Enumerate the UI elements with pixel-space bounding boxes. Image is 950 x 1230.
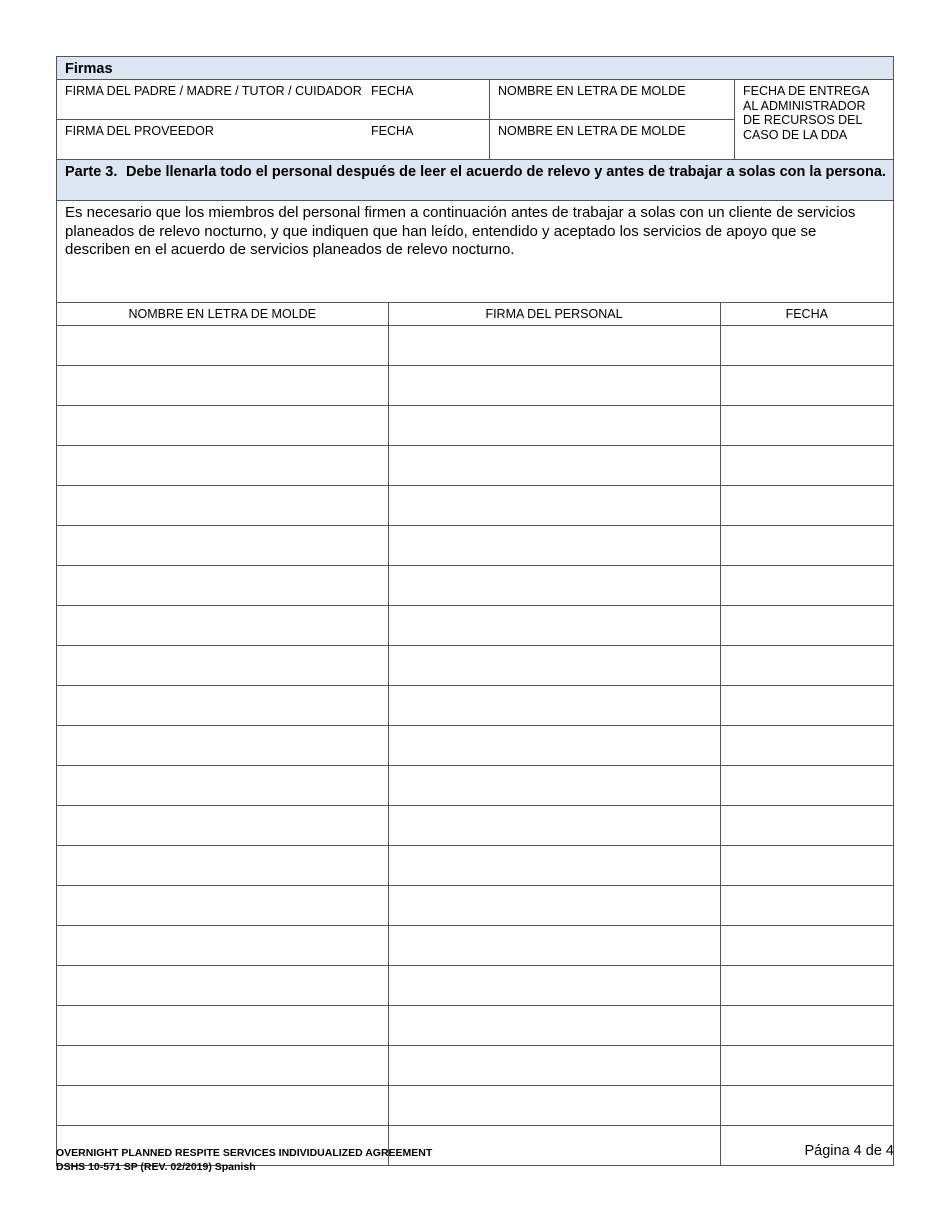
staff-print-name-cell[interactable] bbox=[57, 885, 388, 925]
table-row bbox=[57, 485, 893, 525]
staff-date-cell[interactable] bbox=[720, 685, 893, 725]
staff-signature-cell[interactable] bbox=[388, 805, 720, 845]
staff-date-cell[interactable] bbox=[720, 525, 893, 565]
staff-print-name-cell[interactable] bbox=[57, 405, 388, 445]
footer-form-info bbox=[56, 1146, 432, 1174]
staff-signature-cell[interactable] bbox=[388, 645, 720, 685]
delivery-date-field[interactable] bbox=[735, 80, 893, 160]
staff-signature-cell[interactable] bbox=[388, 765, 720, 805]
staff-date-cell[interactable] bbox=[720, 445, 893, 485]
staff-date-cell[interactable] bbox=[720, 605, 893, 645]
staff-signature-cell[interactable] bbox=[388, 1045, 720, 1085]
table-row bbox=[57, 605, 893, 645]
staff-signature-cell[interactable] bbox=[388, 925, 720, 965]
table-row bbox=[57, 725, 893, 765]
part3-title: Debe llenarla todo el personal después de leer el acuerdo de relevo y antes de trabajar a solas con la persona. bbox=[126, 164, 886, 180]
column-header-print-name: NOMBRE EN LETRA DE MOLDE bbox=[57, 303, 388, 325]
table-row bbox=[57, 845, 893, 885]
staff-date-cell[interactable] bbox=[720, 325, 893, 365]
staff-signature-cell[interactable] bbox=[388, 325, 720, 365]
staff-date-cell[interactable] bbox=[720, 965, 893, 1005]
delivery-date-label-line: CASO DE LA DDA bbox=[743, 127, 848, 142]
parent-signature-field[interactable] bbox=[57, 80, 490, 120]
provider-signature-field[interactable] bbox=[57, 120, 490, 160]
staff-print-name-cell[interactable] bbox=[57, 685, 388, 725]
footer-form-number: DSHS 10-571 SP (REV. 02/2019) Spanish bbox=[56, 1161, 256, 1173]
part3-header bbox=[57, 160, 893, 201]
parent-print-name-field[interactable] bbox=[490, 80, 735, 120]
staff-print-name-cell[interactable] bbox=[57, 765, 388, 805]
staff-date-cell[interactable] bbox=[720, 765, 893, 805]
staff-print-name-cell[interactable] bbox=[57, 445, 388, 485]
staff-signature-cell[interactable] bbox=[388, 885, 720, 925]
staff-print-name-cell[interactable] bbox=[57, 565, 388, 605]
staff-print-name-cell[interactable] bbox=[57, 965, 388, 1005]
footer-form-title: OVERNIGHT PLANNED RESPITE SERVICES INDIVIDUALIZED AGREEMENT bbox=[56, 1147, 433, 1159]
staff-date-cell[interactable] bbox=[720, 725, 893, 765]
part3-number: Parte 3. bbox=[65, 164, 118, 180]
staff-print-name-cell[interactable] bbox=[57, 325, 388, 365]
staff-table-body bbox=[57, 325, 893, 1165]
staff-table-header-row bbox=[57, 303, 893, 325]
staff-signature-cell[interactable] bbox=[388, 565, 720, 605]
staff-print-name-cell[interactable] bbox=[57, 485, 388, 525]
staff-date-cell[interactable] bbox=[720, 405, 893, 445]
respite-agreement-form bbox=[56, 56, 894, 1166]
staff-print-name-cell[interactable] bbox=[57, 365, 388, 405]
print-name-label: NOMBRE EN LETRA DE MOLDE bbox=[498, 84, 686, 98]
delivery-date-label-line: AL ADMINISTRADOR bbox=[743, 98, 866, 113]
table-row bbox=[57, 365, 893, 405]
staff-date-cell[interactable] bbox=[720, 805, 893, 845]
table-row bbox=[57, 645, 893, 685]
staff-print-name-cell[interactable] bbox=[57, 525, 388, 565]
staff-signature-cell[interactable] bbox=[388, 1005, 720, 1045]
signatures-section-title: Firmas bbox=[57, 57, 893, 80]
parent-signature-label: FIRMA DEL PADRE / MADRE / TUTOR / CUIDADOR bbox=[65, 84, 362, 98]
table-row bbox=[57, 885, 893, 925]
staff-signature-cell[interactable] bbox=[388, 405, 720, 445]
table-row bbox=[57, 805, 893, 845]
staff-print-name-cell[interactable] bbox=[57, 645, 388, 685]
staff-print-name-cell[interactable] bbox=[57, 725, 388, 765]
staff-signature-cell[interactable] bbox=[388, 1085, 720, 1125]
staff-signature-cell[interactable] bbox=[388, 525, 720, 565]
staff-print-name-cell[interactable] bbox=[57, 845, 388, 885]
table-row bbox=[57, 445, 893, 485]
staff-date-cell[interactable] bbox=[720, 365, 893, 405]
staff-signature-cell[interactable] bbox=[388, 845, 720, 885]
staff-signature-cell[interactable] bbox=[388, 605, 720, 645]
table-row bbox=[57, 685, 893, 725]
table-row bbox=[57, 325, 893, 365]
table-row bbox=[57, 1045, 893, 1085]
staff-signature-cell[interactable] bbox=[388, 1125, 720, 1165]
staff-print-name-cell[interactable] bbox=[57, 1045, 388, 1085]
page-number: Página 4 de 4 bbox=[804, 1143, 894, 1159]
table-row bbox=[57, 965, 893, 1005]
delivery-date-label-line: DE RECURSOS DEL bbox=[743, 113, 863, 127]
staff-date-cell[interactable] bbox=[720, 1045, 893, 1085]
staff-print-name-cell[interactable] bbox=[57, 605, 388, 645]
staff-signature-table bbox=[57, 303, 893, 1165]
staff-date-cell[interactable] bbox=[720, 845, 893, 885]
staff-date-cell[interactable] bbox=[720, 565, 893, 605]
provider-print-name-field[interactable] bbox=[490, 120, 735, 160]
provider-date-label: FECHA bbox=[371, 124, 414, 138]
staff-print-name-cell[interactable] bbox=[57, 1085, 388, 1125]
table-row bbox=[57, 765, 893, 805]
staff-signature-cell[interactable] bbox=[388, 685, 720, 725]
staff-date-cell[interactable] bbox=[720, 885, 893, 925]
staff-date-cell[interactable] bbox=[720, 1085, 893, 1125]
print-name-label: NOMBRE EN LETRA DE MOLDE bbox=[498, 124, 686, 138]
table-row bbox=[57, 405, 893, 445]
column-header-date: FECHA bbox=[720, 303, 893, 325]
parent-date-label: FECHA bbox=[371, 84, 414, 98]
staff-signature-cell[interactable] bbox=[388, 365, 720, 405]
table-row bbox=[57, 925, 893, 965]
staff-signature-cell[interactable] bbox=[388, 485, 720, 525]
staff-print-name-cell[interactable] bbox=[57, 925, 388, 965]
part3-instructions: Es necesario que los miembros del personal firmen a continuación antes de trabajar a solas con un cliente de servicios planeados de relevo nocturno, y que indiquen que han leído, entendido y aceptado los servicios de apoyo que se describen en el acuerdo de servicios planeados de relevo nocturno. bbox=[57, 201, 893, 303]
staff-print-name-cell[interactable] bbox=[57, 1005, 388, 1045]
staff-date-cell[interactable] bbox=[720, 485, 893, 525]
delivery-date-label-line: FECHA DE ENTREGA bbox=[743, 84, 870, 98]
staff-date-cell[interactable] bbox=[720, 925, 893, 965]
table-row bbox=[57, 525, 893, 565]
signatures-grid bbox=[57, 80, 893, 160]
table-row bbox=[57, 1085, 893, 1125]
table-row bbox=[57, 1005, 893, 1045]
column-header-staff-signature: FIRMA DEL PERSONAL bbox=[388, 303, 720, 325]
provider-signature-label: FIRMA DEL PROVEEDOR bbox=[65, 124, 214, 138]
table-row bbox=[57, 565, 893, 605]
staff-date-cell[interactable] bbox=[720, 645, 893, 685]
staff-signature-cell[interactable] bbox=[388, 965, 720, 1005]
staff-signature-cell[interactable] bbox=[388, 725, 720, 765]
staff-print-name-cell[interactable] bbox=[57, 805, 388, 845]
staff-date-cell[interactable] bbox=[720, 1005, 893, 1045]
staff-signature-cell[interactable] bbox=[388, 445, 720, 485]
